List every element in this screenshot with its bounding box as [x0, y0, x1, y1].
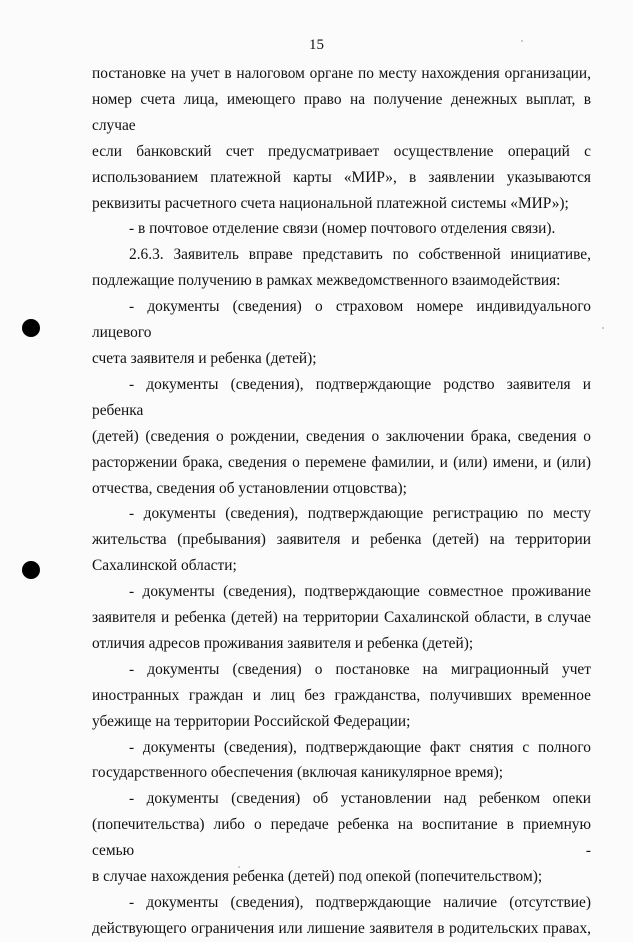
text-line: заявителя и ребенка (детей) на территории Сахалинской области, в случае: [92, 609, 591, 627]
text-line: жительства (пребывания) заявителя и ребенка (детей) на территории: [92, 531, 591, 549]
text-line: - документы (сведения), подтверждающие совместное проживание: [129, 583, 591, 601]
text-line: - документы (сведения), подтверждающие родство заявителя и ребенка: [92, 375, 591, 419]
punch-hole-upper: [22, 319, 40, 337]
text-line: номер счета лица, имеющего право на получение денежных выплат, в случае: [92, 90, 591, 134]
text-line: (попечительства) либо о передаче ребенка на воспитание в приемную семью -: [92, 816, 591, 860]
text-line: в случае нахождения ребенка (детей) под опекой (попечительством);: [92, 868, 543, 886]
text-line: - документы (сведения) о страховом номере индивидуального лицевого: [92, 298, 591, 342]
text-line: 2.6.3. Заявитель вправе представить по собственной инициативе,: [129, 246, 591, 264]
text-line: иностранных граждан и лиц без гражданства, получивших временное: [92, 686, 591, 704]
document-body: [92, 61, 591, 942]
text-line: - в почтовое отделение связи (номер почтового отделения связи).: [129, 220, 556, 238]
text-line: - документы (сведения), подтверждающие наличие (отсутствие): [129, 894, 591, 911]
text-line: действующего ограничения или лишение заявителя в родительских правах,: [92, 919, 591, 937]
text-line: - документы (сведения), подтверждающие регистрацию по месту: [129, 505, 591, 523]
text-line: Сахалинской области;: [92, 557, 237, 575]
text-line: - документы (сведения) о постановке на миграционный учет: [129, 660, 591, 678]
text-line: если банковский счет предусматривает осуществление операций с: [92, 142, 591, 160]
text-line: отличия адресов проживания заявителя и ребенка (детей);: [92, 634, 474, 652]
text-line: расторжении брака, сведения о перемене фамилии, и (или) имени, и (или): [92, 453, 591, 471]
text-line: постановке на учет в налоговом органе по месту нахождения организации,: [92, 65, 591, 82]
scan-speck: [602, 327, 604, 329]
text-line: реквизиты расчетного счета национальной платежной системы «МИР»);: [92, 194, 569, 212]
text-line: убежище на территории Российской Федерации;: [92, 712, 411, 730]
text-line: - документы (сведения), подтверждающие факт снятия с полного: [129, 738, 591, 756]
text-line: использованием платежной карты «МИР», в заявлении указываются: [92, 168, 591, 186]
text-line: счета заявителя и ребенка (детей);: [92, 349, 317, 367]
scan-speck: [521, 40, 523, 42]
text-line: отчества, сведения об установлении отцовства);: [92, 479, 407, 497]
text-line: подлежащие получению в рамках межведомственного взаимодействия:: [92, 272, 561, 290]
text-line: государственного обеспечения (включая каникулярное время);: [92, 764, 503, 782]
punch-hole-lower: [22, 561, 40, 579]
page-number: 15: [309, 37, 324, 53]
text-line: (детей) (сведения о рождении, сведения о заключении брака, сведения о: [92, 427, 591, 445]
text-line: - документы (сведения) об установлении над ребенком опеки: [129, 790, 591, 808]
